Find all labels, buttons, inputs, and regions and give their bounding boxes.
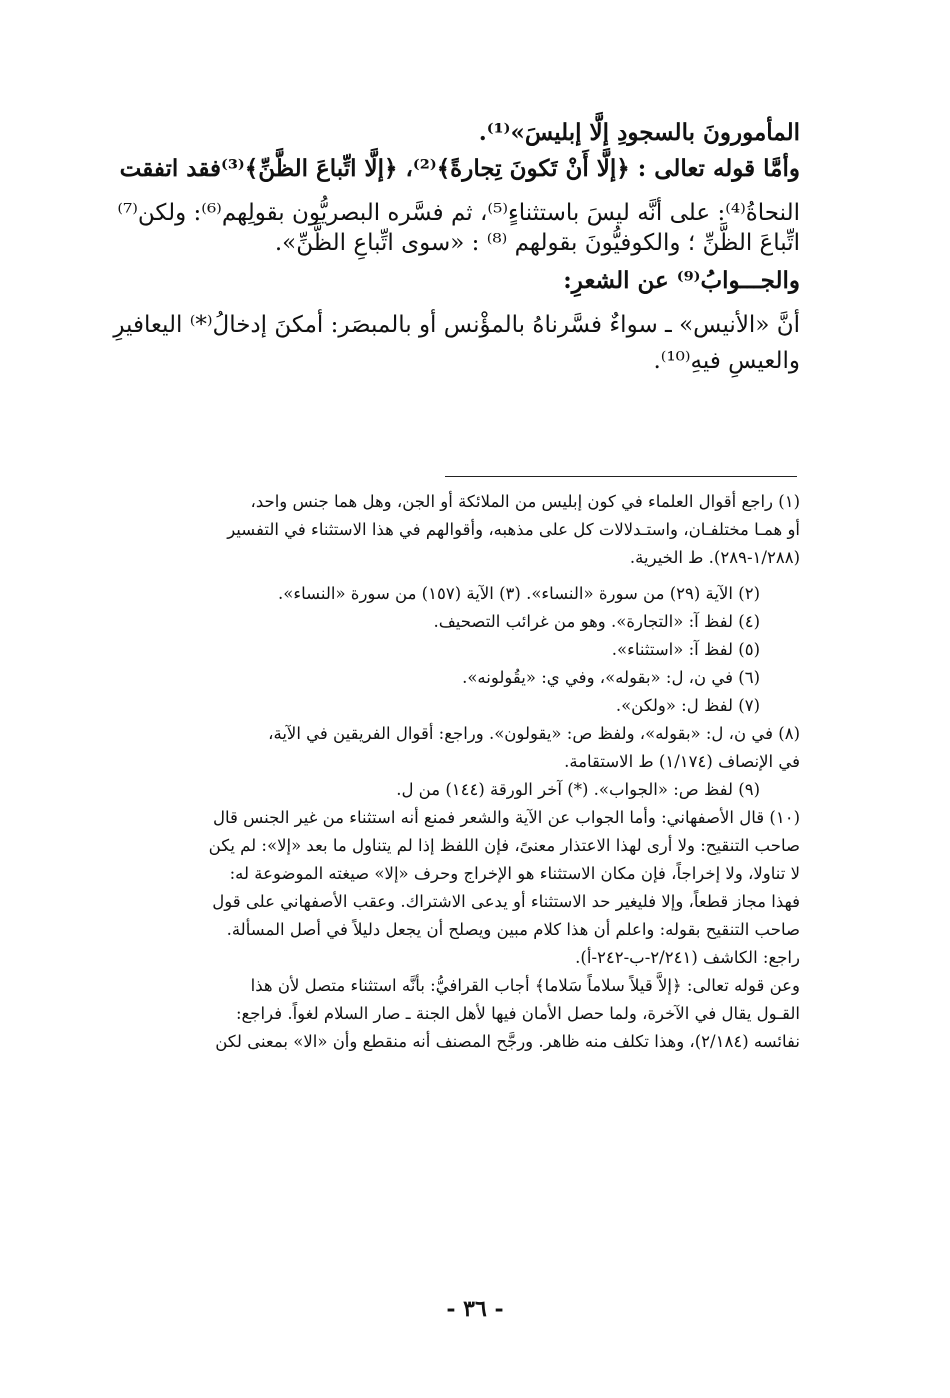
main-line: وأمَّا قوله تعالى : ﴿إلَّا أَنْ تَكونَ تِجارةً﴾⁽²⁾، ﴿إلَّا اتِّباعَ الظَّنِّ﴾⁽³⁾فقد اتفقت bbox=[119, 155, 800, 182]
footnote-line: صاحب التنقيح بقوله: واعلم أن هذا كلام مبين ويصلح أن يجعل دليلاً في أصل المسألة. bbox=[226, 920, 800, 939]
section-heading: والجـــوابُ⁽⁹⁾ عن الشعرِ: bbox=[563, 267, 800, 294]
main-text bbox=[110, 118, 800, 376]
main-line: والعيسِ فيهِ⁽¹⁰⁾. bbox=[653, 348, 800, 374]
main-line: النحاةُ⁽⁴⁾: على أنَّه ليسَ باستثناءٍ⁽⁵⁾، ثم فسَّره البصريُّون بقولِهم⁽⁶⁾: ولكن⁽⁷⁾ bbox=[117, 200, 800, 226]
footnote-line: (٩) لفظ ص: «الجواب». (*) آخر الورقة (١٤٤) من ل. bbox=[396, 780, 760, 799]
footnote-line: وعن قوله تعالى: ﴿إلاَّ قيلاً سلاماً سَلاما﴾ أجاب القرافيُّ: بأنَّه استثناء متصل لأن هذا bbox=[250, 976, 800, 995]
footnote-line: (٦) في ن، ل: «بقوله»، وفي ي: «يقُولونه». bbox=[462, 668, 760, 687]
footnote-line: أو همـا مختلفـان، واستـدلالات كل على مذهبه، وأقوالهم في هذا الاستثناء في التفسير bbox=[227, 520, 800, 539]
footnote-line: القـول يقال في الآخرة، ولما حصل الأمان فيها لأهل الجنة ـ صار السلام لغواً. فراجع: bbox=[235, 1004, 800, 1023]
footnote-line: (٧) لفظ ل: «ولكن». bbox=[615, 696, 760, 715]
footnote-line: (١) راجع أقوال العلماء في كون إبليس من الملائكة أو الجن، وهل هما جنس واحد، bbox=[250, 492, 800, 511]
page-number: - ٣٦ - bbox=[446, 1296, 504, 1322]
footnote-line: (٥) لفظ آ: «استثناء». bbox=[611, 640, 760, 659]
footnote-line: لا تناولا، ولا إخراجاً، فإن مكان الاستثناء هو الإخراج وحرف «إلا» صيغته الموضوعة له: bbox=[229, 864, 800, 883]
footnotes bbox=[110, 488, 800, 1056]
footnote-line: راجع: الكاشف (٢/٢٤١-ب-٢٤٢-أ). bbox=[575, 948, 800, 967]
main-line: اتِّباعَ الظَّنِّ ؛ والكوفيُّونَ بقولهم ⁽⁸⁾ : «سوى اتِّباعِ الظَّنِّ». bbox=[274, 230, 800, 256]
footnote-line: (١/٢٨٨-٢٨٩). ط الخيرية. bbox=[629, 548, 800, 567]
footnote-line: (٢) الآية (٢٩) من سورة «النساء». (٣) الآية (١٥٧) من سورة «النساء». bbox=[278, 584, 760, 603]
main-line: أنَّ «الأنيس» ـ سواءٌ فسَّرناهُ بالمؤْنس أو بالمبصَر: أمكنَ إدخالُ⁽*⁾ اليعافيرِ bbox=[113, 312, 800, 338]
footnote-separator bbox=[445, 476, 797, 477]
footnote-line: (٤) لفظ آ: «التجارة». وهو من غرائب التصحيف. bbox=[433, 612, 760, 631]
footnote-line: (١٠) قال الأصفهاني: وأما الجواب عن الآية والشعر فمنع أنه استثناء من غير الجنس قال bbox=[213, 808, 800, 827]
main-line: المأمورونَ بالسجودِ إلَّا إبليسَ»⁽¹⁾. bbox=[478, 119, 800, 146]
footnote-line: فهذا مجاز قطعاً، وإلا فليغير حد الاستثناء أو يدعى الاشتراك. وعقب الأصفهاني على قول bbox=[212, 892, 800, 911]
footnote-line: في الإنصاف (١/١٧٤) ط الاستقامة. bbox=[564, 752, 800, 771]
footnote-line: (٨) في ن، ل: «بقوله»، ولفظ ص: «يقولون». وراجع: أقوال الفريقين في الآية، bbox=[268, 724, 800, 743]
footnote-line: صاحب التنقيح: ولا أرى لهذا الاعتذار معنىً، فإن اللفظ إذا لم يتناول ما بعد «إلا»: لم يكن bbox=[208, 836, 800, 855]
footnote-line: نفائسه (٢/١٨٤)، وهذا تكلف منه ظاهر. ورجَّح المصنف أنه منقطع وأن «الا» بمعنى لكن bbox=[215, 1032, 800, 1051]
